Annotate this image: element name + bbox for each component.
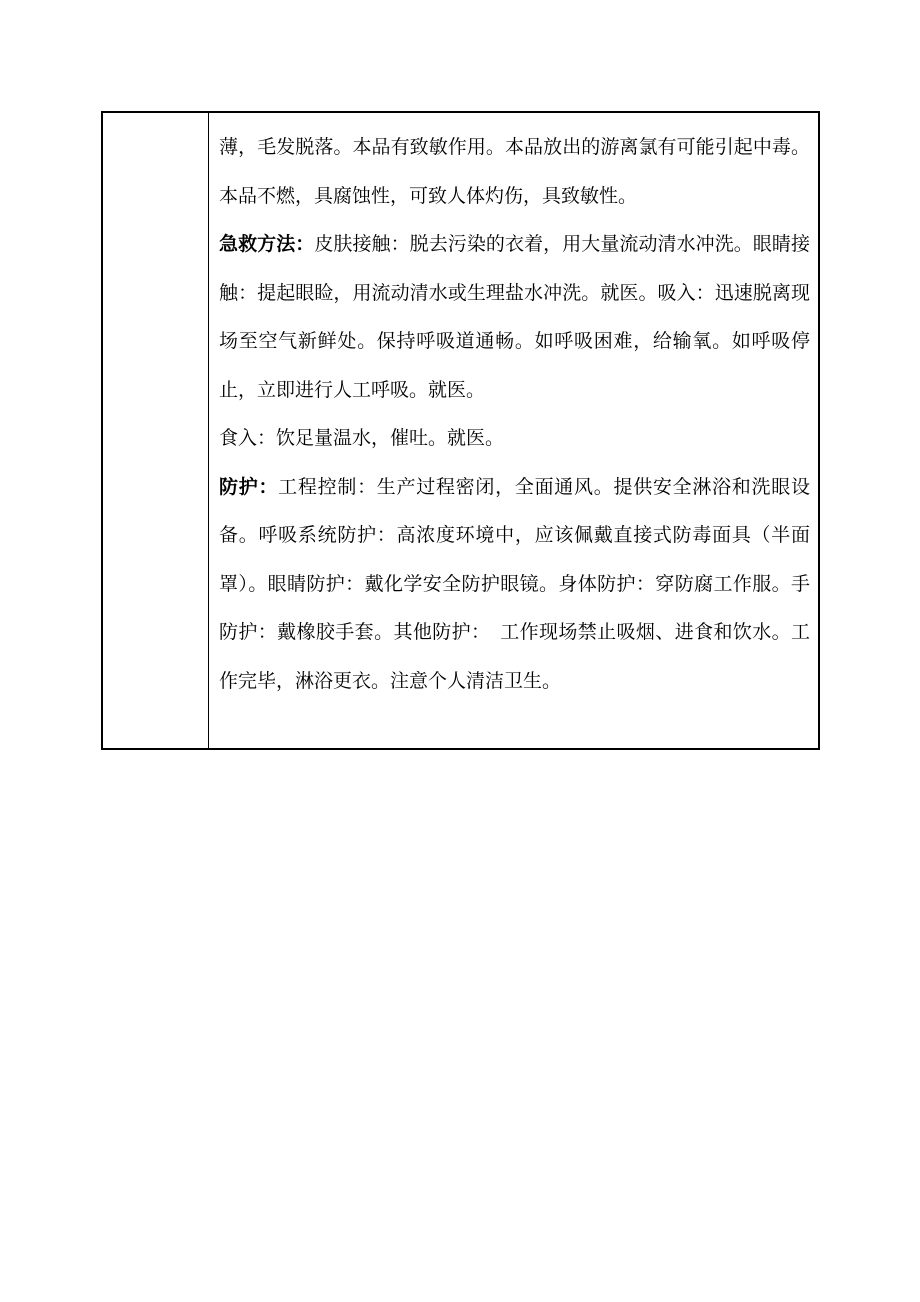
first-aid-text: 皮肤接触：脱去污染的衣着，用大量流动清水冲洗。眼睛接触：提起眼睑，用流动清水或生理盐水冲洗。就医。吸入：迅速脱离现场至空气新鲜处。保持呼吸道通畅。如呼吸困难，给输氧。如呼吸停止，立即进行人工呼吸。就医。	[219, 233, 810, 401]
first-aid-heading: 急救方法：	[219, 233, 315, 255]
ingestion-paragraph	[219, 414, 810, 463]
protection-text: 工程控制：生产过程密闭，全面通风。提供安全淋浴和洗眼设备。呼吸系统防护：高浓度环境中，应该佩戴直接式防毒面具（半面罩）。眼睛防护：戴化学安全防护眼镜。身体防护：穿防腐工作服。手防护：戴橡胶手套。其他防护： 工作现场禁止吸烟、进食和饮水。工作完毕，淋浴更衣。注意个人清洁卫生。	[219, 475, 810, 692]
protection-heading: 防护：	[219, 475, 279, 498]
first-aid-paragraph	[219, 220, 810, 414]
hazard-paragraph	[219, 123, 810, 220]
protection-paragraph	[219, 463, 810, 706]
hazard-text: 薄，毛发脱落。本品有致敏作用。本品放出的游离氯有可能引起中毒。本品不燃，具腐蚀性，可致人体灼伤，具致敏性。	[219, 136, 810, 207]
safety-info-table	[101, 111, 820, 750]
content-cell	[209, 113, 818, 748]
label-cell	[103, 113, 209, 748]
ingestion-text: 食入：饮足量温水，催吐。就医。	[219, 427, 505, 449]
